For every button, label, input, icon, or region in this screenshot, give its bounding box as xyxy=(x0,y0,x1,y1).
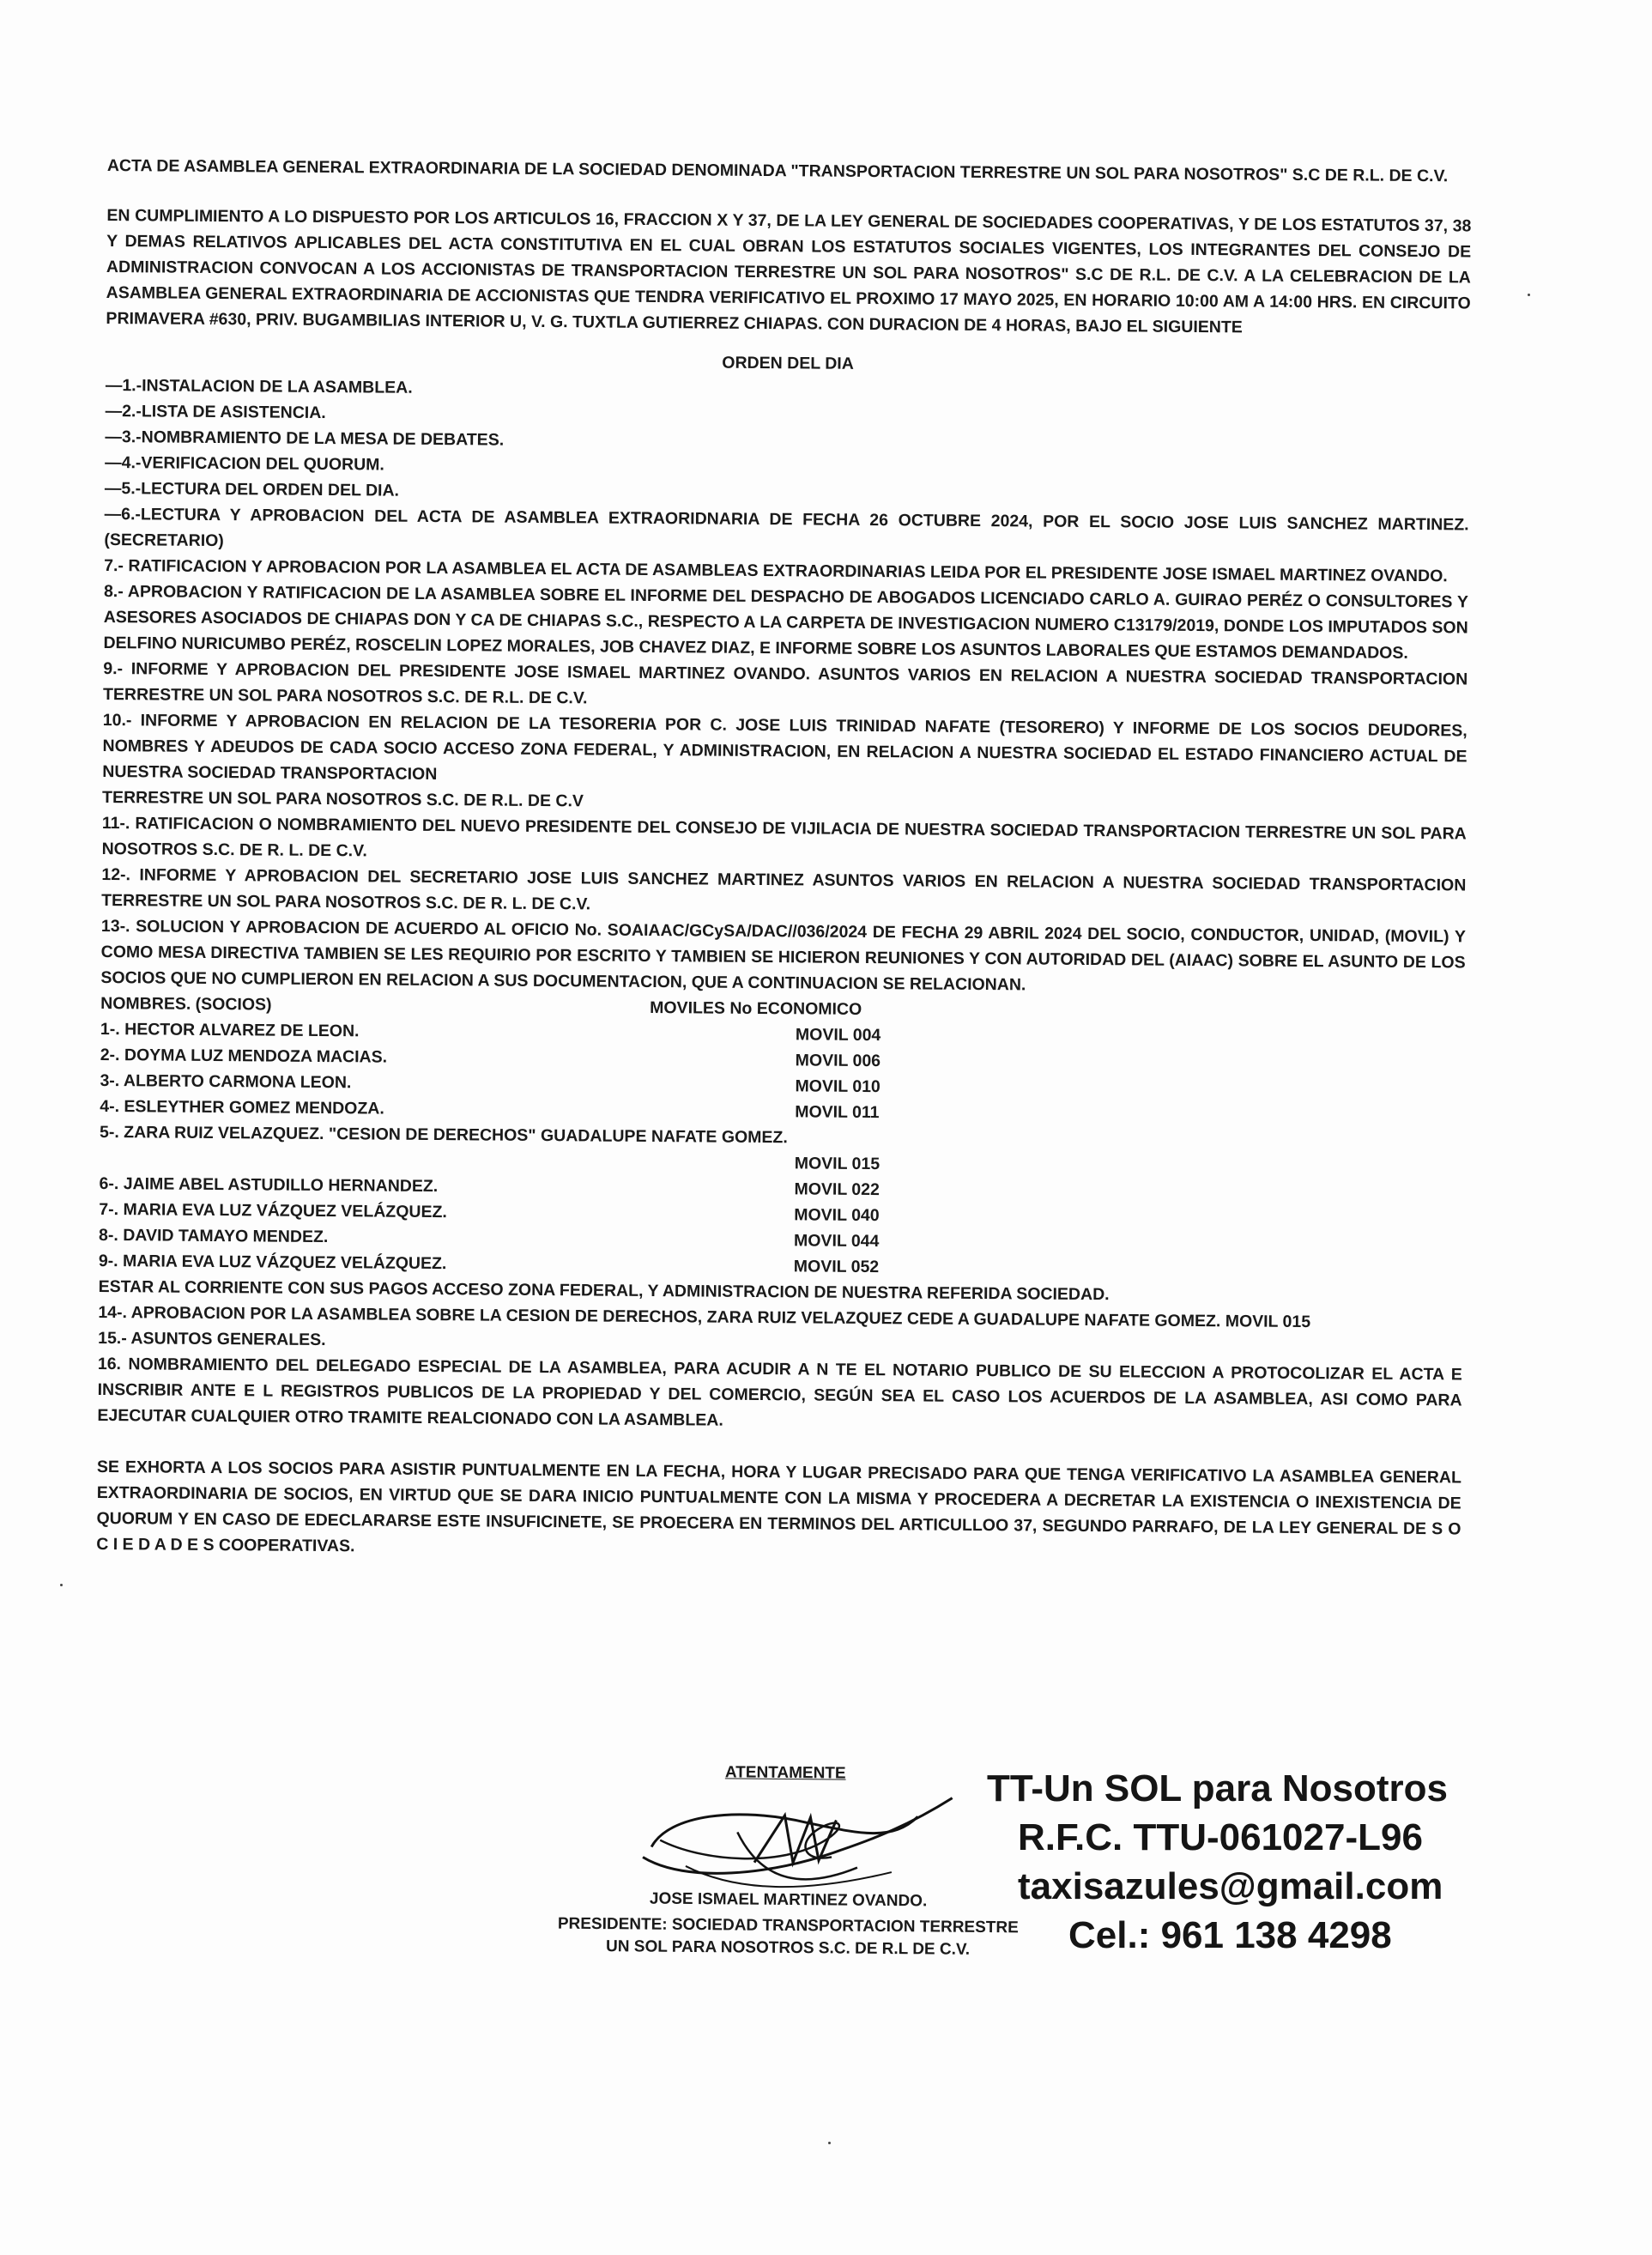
socio-name: 8-. DAVID TAMAYO MENDEZ. xyxy=(99,1225,329,1247)
agenda-item: 11-. RATIFICACION O NOMBRAMIENTO DEL NUEVO PRESIDENTE DEL CONSEJO DE VIJILACIA DE NUESTRA SOCIEDAD TRANSPORTACION TERRESTRE UN SOL PARA NOSOTROS S.C. DE R. L. DE C.V. xyxy=(101,813,1467,861)
signature-block xyxy=(515,1761,1064,1959)
socio-movil: MOVIL 040 xyxy=(794,1205,880,1226)
agenda-item: 14-. APROBACION POR LA ASAMBLEA SOBRE LA CESION DE DERECHOS, ZARA RUIZ VELAZQUEZ CEDE A GUADALUPE NAFATE GOMEZ. MOVIL 015 xyxy=(98,1302,1311,1332)
socio-movil: MOVIL 044 xyxy=(793,1231,880,1252)
stamp-rfc: R.F.C. TTU-061027-L96 xyxy=(1018,1816,1423,1858)
stamp-company-name: TT-Un SOL para Nosotros xyxy=(987,1767,1449,1809)
stamp-email: taxisazules@gmail.com xyxy=(1018,1865,1443,1907)
socio-name: 3-. ALBERTO CARMONA LEON. xyxy=(100,1070,352,1093)
agenda-item: —6.-LECTURA Y APROBACION DEL ACTA DE ASAMBLEA EXTRAORIDNARIA DE FECHA 26 OCTUBRE 2024, POR EL SOCIO JOSE LUIS SANCHEZ MARTINEZ. (SECRETARIO) xyxy=(104,504,1469,551)
orden-del-dia-heading: ORDEN DEL DIA xyxy=(722,353,854,373)
scan-speck xyxy=(1528,294,1530,296)
agenda-item: —2.-LISTA DE ASISTENCIA. xyxy=(105,401,326,423)
socio-name: 2-. DOYMA LUZ MENDOZA MACIAS. xyxy=(100,1045,388,1067)
agenda-list-continued xyxy=(97,1274,1462,1439)
socio-movil: MOVIL 004 xyxy=(795,1025,881,1046)
signer-name: JOSE ISMAEL MARTINEZ OVANDO. xyxy=(649,1889,928,1911)
agenda-item: —1.-INSTALACION DE LA ASAMBLEA. xyxy=(105,375,413,397)
agenda-item: 12-. INFORME Y APROBACION DEL SECRETARIO JOSE LUIS SANCHEZ MARTINEZ ASUNTOS VARIOS EN RELACION A NUESTRA SOCIEDAD TRANSPORTACION TERRESTRE UN SOL PARA NOSOTROS S.C. DE R. L. DE C.V. xyxy=(101,864,1467,914)
socio-movil: MOVIL 011 xyxy=(795,1102,880,1123)
socio-name: 5-. ZARA RUIZ VELAZQUEZ. "CESION DE DERECHOS" GUADALUPE NAFATE GOMEZ. xyxy=(99,1122,788,1148)
agenda-list xyxy=(100,373,1470,1001)
closing-paragraph: SE EXHORTA A LOS SOCIOS PARA ASISTIR PUNTUALMENTE EN LA FECHA, HORA Y LUGAR PRECISADO PARA QUE TENGA VERIFICATIVO LA ASAMBLEA GENERAL EXTRAORDINARIA DE SOCIOS, EN VIRTUD QUE SE DARA INICIO PUNTUALMENTE CON LA MISMA Y PROCEDERA A DECRETAR LA EXISTENCIA O INEXISTENCIA DE QUORUM Y EN CASO DE EDECLARARSE ESTE INSUFICINETE, SE PROECERA EN TERMINOS DEL ARTICULLOO 37, SEGUNDO PARRAFO, DE LA LEY GENERAL DE S O C I E D A D E S COOPERATIVAS. xyxy=(96,1457,1462,1556)
agenda-item: 8.- APROBACION Y RATIFICACION DE LA ASAMBLEA SOBRE EL INFORME DEL DESPACHO DE ABOGADOS LICENCIADO CARLO A. GUIRAO PERÉZ O CONSULTORES Y ASESORES ASOCIADOS DE CHIAPAS DON Y CA DE CHIAPAS S.C., RESPECTO A LA CARPETA DE INVESTIGACION NUMERO C13179/2019, DONDE LOS IMPUTADOS SON DELFINO NURICUMBO PERÉZ, ROSCELIN LOPEZ MORALES, JOB CHAVEZ DIAZ, E INFORME SOBRE LOS ASUNTOS LABORALES QUE ESTAMOS DEMANDADOS. xyxy=(103,581,1469,663)
company-stamp xyxy=(987,1764,1553,1960)
agenda-item: TERRESTRE UN SOL PARA NOSOTROS S.C. DE R.L. DE C.V xyxy=(102,787,584,811)
agenda-item: —3.-NOMBRAMIENTO DE LA MESA DE DEBATES. xyxy=(105,427,505,450)
socio-name: 4-. ESLEYTHER GOMEZ MENDOZA. xyxy=(100,1096,384,1118)
signer-role-line: PRESIDENTE: SOCIEDAD TRANSPORTACION TERRESTRE xyxy=(557,1914,1019,1937)
socio-movil: MOVIL 010 xyxy=(795,1076,880,1097)
atentamente-label: ATENTAMENTE xyxy=(724,1763,846,1783)
stamp-phone: Cel.: 961 138 4298 xyxy=(1068,1914,1392,1956)
socio-movil: MOVIL 022 xyxy=(794,1179,880,1200)
acta-body xyxy=(96,153,1472,1585)
socio-movil: MOVIL 015 xyxy=(794,1154,880,1174)
agenda-item: 16. NOMBRAMIENTO DEL DELEGADO ESPECIAL DE LA ASAMBLEA, PARA ACUDIR A N TE EL NOTARIO PUBLICO DE SU ELECCION A PROTOCOLIZAR EL ACTA E INSCRIBIR ANTE E L REGISTROS PUBLICOS DE LA PROPIEDAD Y DEL COMERCIO, SEGÚN SEA EL CASO LOS ACUERDOS DE LA ASAMBLEA, ASI COMO PARA EJECUTAR CUALQUIER OTRO TRAMITE REALCIONADO CON LA ASAMBLEA. xyxy=(97,1354,1462,1430)
scan-speck xyxy=(828,2142,831,2144)
signer-role xyxy=(513,1913,1062,1962)
agenda-item: —4.-VERIFICACION DEL QUORUM. xyxy=(105,452,384,475)
socios-header-moviles: MOVILES No ECONOMICO xyxy=(650,997,862,1019)
document-title: ACTA DE ASAMBLEA GENERAL EXTRAORDINARIA DE LA SOCIEDAD DENOMINADA "TRANSPORTACION TERRESTRE UN SOL PARA NOSOTROS" S.C DE R.L. DE C.V. xyxy=(106,155,1449,186)
intro-paragraph: EN CUMPLIMIENTO A LO DISPUESTO POR LOS ARTICULOS 16, FRACCION X Y 37, DE LA LEY GENERAL DE SOCIEDADES COOPERATIVAS, Y DE LOS ESTATUTOS 37, 38 Y DEMAS RELATIVOS APLICABLES DEL ACTA CONSTITUTIVA EN EL CUAL OBRAN LOS ESTATUTOS SOCIALES VIGENTES, LOS INTEGRANTES DEL CONSEJO DE ADMINISTRACION CONVOCAN A LOS ACCIONISTAS DE TRANSPORTACION TERRESTRE UN SOL PARA NOSOTROS" S.C DE R.L. DE C.V. A LA CELEBRACION DE LA ASAMBLEA GENERAL EXTRAORDINARIA DE ACCIONISTAS QUE TENDRA VERIFICATIVO EL PROXIMO 17 MAYO 2025, EN HORARIO 10:00 AM A 14:00 HRS. EN CIRCUITO PRIMAVERA #630, PRIV. BUGAMBILIAS INTERIOR U, V. G. TUXTLA GUTIERREZ CHIAPAS. CON DURACION DE 4 HORAS, BAJO EL SIGUIENTE xyxy=(106,205,1472,337)
socio-name: 9-. MARIA EVA LUZ VÁZQUEZ VELÁZQUEZ. xyxy=(98,1251,447,1274)
socio-name: 7-. MARIA EVA LUZ VÁZQUEZ VELÁZQUEZ. xyxy=(99,1199,447,1222)
agenda-item: 15.- ASUNTOS GENERALES. xyxy=(98,1328,326,1350)
agenda-item: 10.- INFORME Y APROBACION EN RELACION DE LA TESORERIA POR C. JOSE LUIS TRINIDAD NAFATE (TESORERO) Y INFORME DE LOS SOCIOS DEUDORES, NOMBRES Y ADEUDOS DE CADA SOCIO ACCESO ZONA FEDERAL, Y ADMINISTRACION, EN RELACION A NUESTRA SOCIEDAD EL ESTADO FINANCIERO ACTUAL DE NUESTRA SOCIEDAD TRANSPORTACION xyxy=(102,710,1467,785)
agenda-item: ESTAR AL CORRIENTE CON SUS PAGOS ACCESO ZONA FEDERAL, Y ADMINISTRACION DE NUESTRA REFERIDA SOCIEDAD. xyxy=(98,1276,1110,1305)
signer-role-line: UN SOL PARA NOSOTROS S.C. DE R.L DE C.V. xyxy=(606,1937,971,1959)
scan-speck xyxy=(60,1584,63,1586)
socio-name: 6-. JAIME ABEL ASTUDILLO HERNANDEZ. xyxy=(99,1173,439,1197)
socio-movil: MOVIL 052 xyxy=(793,1257,880,1277)
socios-table xyxy=(99,991,1466,1284)
agenda-item: —5.-LECTURA DEL ORDEN DEL DIA. xyxy=(104,478,400,500)
agenda-item: 7.- RATIFICACION Y APROBACION POR LA ASAMBLEA EL ACTA DE ASAMBLEAS EXTRAORDINARIAS LEIDA POR EL PRESIDENTE JOSE ISMAEL MARTINEZ OVANDO. xyxy=(104,555,1448,586)
socios-header-names: NOMBRES. (SOCIOS) xyxy=(100,993,272,1015)
socio-movil: MOVIL 006 xyxy=(795,1051,881,1071)
agenda-item: 13-. SOLUCION Y APROBACION DE ACUERDO AL OFICIO No. SOAIAAC/GCySA/DAC//036/2024 DE FECHA 29 ABRIL 2024 DEL SOCIO, CONDUCTOR, UNIDAD, (MOVIL) Y COMO MESA DIRECTIVA TAMBIEN SE LES REQUIRIO POR ESCRITO Y TAMBIEN SE HICIERON REUNIONES Y CON AUTORIDAD DEL (AIAAC) SOBRE EL ASUNTO DE LOS SOCIOS QUE NO CUMPLIERON EN RELACION A SUS DOCUMENTACION, QUE A CONTINUACION SE RELACIONAN. xyxy=(100,916,1466,995)
agenda-item: 9.- INFORME Y APROBACION DEL PRESIDENTE JOSE ISMAEL MARTINEZ OVANDO. ASUNTOS VARIOS EN RELACION A NUESTRA SOCIEDAD TRANSPORTACION TERRESTRE UN SOL PARA NOSOTROS S.C. DE R.L. DE C.V. xyxy=(102,658,1468,708)
socio-name: 1-. HECTOR ALVAREZ DE LEON. xyxy=(100,1019,360,1041)
handwritten-signature xyxy=(634,1779,961,1902)
